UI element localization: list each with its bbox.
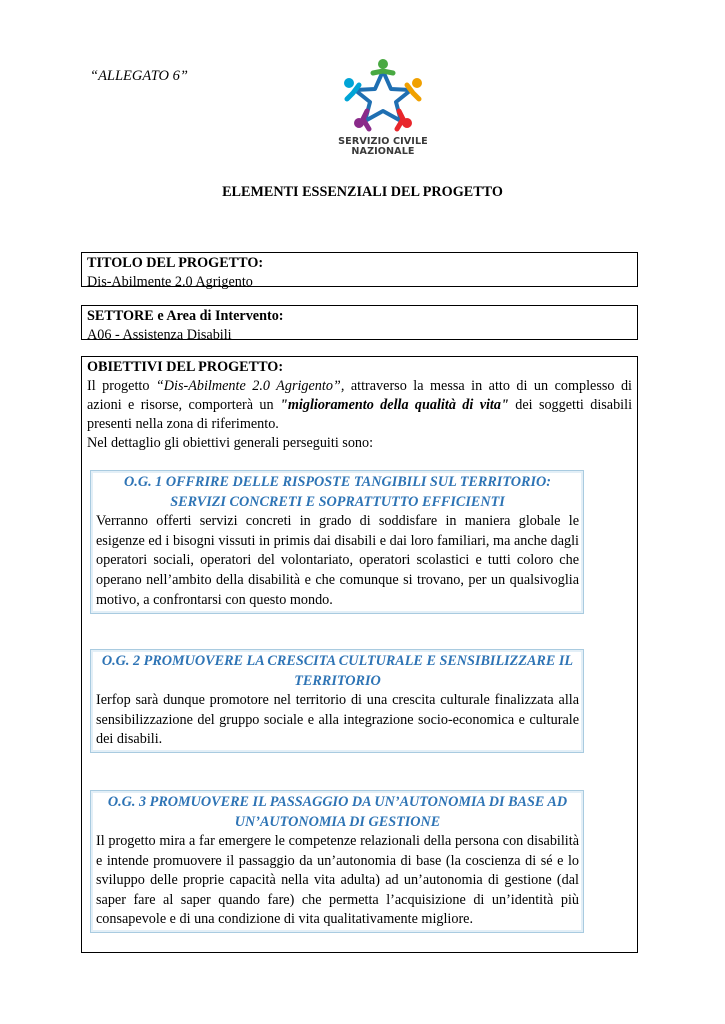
obiettivi-intro [87, 377, 632, 453]
objective-body-3: Il progetto mira a far emergere le competenze relazionali della persona con disabilità e intende promuovere il passaggio da un’autonomia di base (la coscienza di sé e lo sviluppo delle proprie capacità nella vita adulta) ad un’autonomia di gestione (dal saper fare al saper quando fare) che permetta l’acquisizione di un’identità più consapevole e di una condizione di vita qualitativamente migliore. [96, 833, 579, 927]
titolo-progetto-box [81, 252, 638, 290]
obiettivi-intro-line2: Nel dettaglio gli obiettivi generali perseguiti sono: [87, 435, 374, 451]
allegato-label: “ALLEGATO 6” [90, 68, 188, 84]
intro-project-title: “Dis-Abilmente 2.0 Agrigento”, [155, 378, 345, 394]
obiettivi-intro-paragraph [87, 377, 632, 434]
settore-value: A06 - Assistenza Disabili [87, 327, 232, 343]
settore-label: SETTORE e Area di Intervento: [87, 308, 284, 324]
servizio-civile-logo [335, 57, 431, 165]
objective-body-1: Verranno offerti servizi concreti in grado di soddisfare in maniera globale le esigenze ed i bisogni vissuti in primis dai disabili e dai loro familiari, ma anche dagli operatori sociali, operatori del volontariato, operatori scolastici e tutti coloro che operano nell’ambito della disabilità e che comunque si trovano, per un qualsivoglia motivo, a confrontarsi con questo mondo. [96, 513, 579, 608]
objective-box-2 [90, 649, 584, 753]
logo-text-line2: NAZIONALE [351, 146, 415, 157]
obiettivi-box [81, 356, 638, 953]
intro-text-3: dei soggetti disabili presenti nella zona di riferimento. [87, 397, 633, 432]
objective-body-2: Ierfop sarà dunque promotore nel territorio di una crescita culturale finalizzata alla sensibilizzazione del gruppo sociale e alla integrazione socio-economica e culturale dei disabili. [96, 692, 579, 747]
obiettivi-label: OBIETTIVI DEL PROGETTO: [87, 359, 284, 375]
titolo-value: Dis-Abilmente 2.0 Agrigento [87, 274, 253, 290]
document-heading: ELEMENTI ESSENZIALI DEL PROGETTO [222, 184, 503, 200]
logo-text-line1: SERVIZIO CIVILE [338, 136, 428, 147]
objective-box-3 [90, 790, 584, 933]
objective-title-1: O.G. 1 OFFRIRE DELLE RISPOSTE TANGIBILI SUL TERRITORIO: SERVIZI CONCRETI E SOPRATTUTTO EFFICIENTI [124, 474, 551, 510]
objective-title-3: O.G. 3 PROMUOVERE IL PASSAGGIO DA UN’AUTONOMIA DI BASE AD UN’AUTONOMIA DI GESTIONE [107, 794, 568, 830]
titolo-label: TITOLO DEL PROGETTO: [87, 255, 264, 271]
objective-box-1 [90, 470, 584, 614]
logo-star-figures-icon [335, 57, 431, 137]
settore-box [81, 305, 638, 343]
intro-emphasis: "miglioramento della qualità di vita" [280, 397, 509, 413]
intro-text-2: attraverso la messa in atto di un complesso di azioni e risorse, comporterà un [87, 378, 632, 413]
objective-title-2: O.G. 2 PROMUOVERE LA CRESCITA CULTURALE E SENSIBILIZZARE IL TERRITORIO [101, 653, 574, 689]
intro-text-1: Il progetto [87, 378, 156, 394]
